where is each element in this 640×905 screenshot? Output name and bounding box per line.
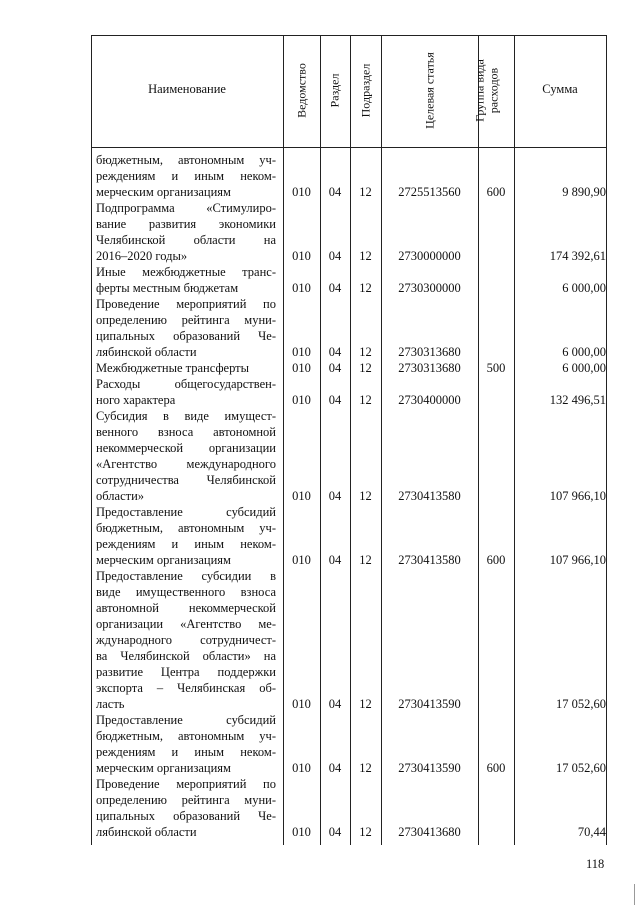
celevaya-cell: 2730413580 [398,489,461,503]
header-vedomstvo: Ведомство [294,63,309,118]
table-border-top [91,35,607,36]
row-name-line: Предоставление субсидий [96,713,276,727]
row-name-line: Субсидия в виде имущест- [96,409,276,423]
vedomstvo-cell: 010 [292,825,311,839]
vedomstvo-cell: 010 [292,393,311,407]
row-name-line: мерческим организациям [96,185,231,199]
summa-cell: 17 052,60 [556,697,606,711]
col-divider [350,35,351,845]
row-name-line: ва Челябинской области» на [96,649,276,663]
podrazdel-cell: 12 [359,281,372,295]
vedomstvo-cell: 010 [292,185,311,199]
celevaya-cell: 2730400000 [398,393,461,407]
row-name-line: сотрудничества Челябинской [96,473,276,487]
row-name-line: лябинской области [96,825,197,839]
celevaya-cell: 2730413590 [398,761,461,775]
razdel-cell: 04 [328,393,342,407]
row-name-line: ципальных образований Че- [96,329,276,343]
summa-cell: 6 000,00 [562,361,606,375]
row-name-line: области» [96,489,145,503]
razdel-cell: 04 [328,345,342,359]
col-divider [283,35,284,845]
row-name-line: ного характера [96,393,176,407]
row-name-line: 2016–2020 годы» [96,249,188,263]
scan-edge-mark [634,884,635,905]
row-name-line: организации «Агентство ме- [96,617,276,631]
row-name-line: Иные межбюджетные транс- [96,265,276,279]
celevaya-cell: 2730300000 [398,281,461,295]
gruppa-cell: 600 [486,553,506,567]
podrazdel-cell: 12 [359,697,372,711]
row-name-line: Проведение мероприятий по [96,297,276,311]
summa-cell: 6 000,00 [562,345,606,359]
row-name-line: определению рейтинга муни- [96,313,276,327]
row-name-line: Подпрограмма «Стимулиро- [96,201,276,215]
podrazdel-cell: 12 [359,489,372,503]
row-name-line: Проведение мероприятий по [96,777,276,791]
header-podrazdel: Подраздел [358,63,373,118]
vedomstvo-cell: 010 [292,553,311,567]
podrazdel-cell: 12 [359,185,372,199]
razdel-cell: 04 [328,825,342,839]
razdel-cell: 04 [328,761,342,775]
vedomstvo-cell: 010 [292,697,311,711]
podrazdel-cell: 12 [359,761,372,775]
col-divider [381,35,382,845]
razdel-cell: 04 [328,697,342,711]
podrazdel-cell: 12 [359,553,372,567]
row-name-line: мерческим организациям [96,761,231,775]
row-name-line: ждународного сотрудничест- [96,633,276,647]
row-name-line: Челябинской области на [96,233,276,247]
razdel-cell: 04 [328,553,342,567]
gruppa-cell: 600 [486,761,506,775]
header-name: Наименование [148,82,226,96]
row-name-line: автономной некоммерческой [96,601,276,615]
row-name-line: экспорта – Челябинская об- [96,681,276,695]
summa-cell: 17 052,60 [556,761,606,775]
razdel-cell: 04 [328,185,342,199]
row-name-line: реждениям и иным неком- [96,745,276,759]
header-separator [91,147,607,148]
vedomstvo-cell: 010 [292,489,311,503]
row-name-line: определению рейтинга муни- [96,793,276,807]
summa-cell: 107 966,10 [549,489,606,503]
row-name-line: «Агентство международного [96,457,276,471]
col-divider [320,35,321,845]
row-name-line: ласть [96,697,125,711]
row-name-line: мерческим организациям [96,553,231,567]
row-name-line: реждениям и иным неком- [96,169,276,183]
celevaya-cell: 2730313680 [398,361,461,375]
row-name-line: лябинской области [96,345,197,359]
vedomstvo-cell: 010 [292,761,311,775]
row-name-line: венного взноса автономной [96,425,276,439]
col-divider [478,35,479,845]
row-name-line: бюджетным, автономным уч- [96,729,276,743]
header-gruppa-line2: расходов [486,67,501,114]
celevaya-cell: 2725513560 [398,185,461,199]
razdel-cell: 04 [328,361,342,375]
header-razdel: Раздел [327,73,342,108]
table-border-left [91,35,92,845]
summa-cell: 6 000,00 [562,281,606,295]
row-name-line: бюджетным, автономным уч- [96,153,276,167]
vedomstvo-cell: 010 [292,361,311,375]
razdel-cell: 04 [328,489,342,503]
podrazdel-cell: 12 [359,825,372,839]
row-name-line: Межбюджетные трансферты [96,361,250,375]
podrazdel-cell: 12 [359,393,372,407]
celevaya-cell: 2730413680 [398,825,461,839]
summa-cell: 9 890,90 [562,185,606,199]
podrazdel-cell: 12 [359,361,372,375]
header-summa: Сумма [542,82,578,96]
celevaya-cell: 2730413580 [398,553,461,567]
podrazdel-cell: 12 [359,249,372,263]
col-divider [514,35,515,845]
header-gruppa-line1: Группа вида [472,59,487,122]
podrazdel-cell: 12 [359,345,372,359]
vedomstvo-cell: 010 [292,281,311,295]
celevaya-cell: 2730413590 [398,697,461,711]
row-name-line: развитие Центра поддержки [96,665,276,679]
vedomstvo-cell: 010 [292,249,311,263]
razdel-cell: 04 [328,249,342,263]
row-name-line: ферты местным бюджетам [96,281,239,295]
razdel-cell: 04 [328,281,342,295]
gruppa-cell: 500 [486,361,506,375]
row-name-line: некоммерческой организации [96,441,276,455]
row-name-line: ципальных образований Че- [96,809,276,823]
summa-cell: 174 392,61 [549,249,606,263]
row-name-line: вание развития экономики [96,217,276,231]
page-number: 118 [586,857,605,871]
row-name-line: Предоставление субсидий [96,505,276,519]
gruppa-cell: 600 [486,185,506,199]
summa-cell: 107 966,10 [549,553,606,567]
row-name-line: виде имущественного взноса [96,585,276,599]
summa-cell: 70,44 [577,825,606,839]
celevaya-cell: 2730313680 [398,345,461,359]
vedomstvo-cell: 010 [292,345,311,359]
row-name-line: Расходы общегосударствен- [96,377,276,391]
row-name-line: бюджетным, автономным уч- [96,521,276,535]
row-name-line: реждениям и иным неком- [96,537,276,551]
table-border-right [606,35,607,845]
celevaya-cell: 2730000000 [398,249,461,263]
row-name-line: Предоставление субсидии в [96,569,276,583]
header-celevaya: Целевая статья [422,52,437,129]
summa-cell: 132 496,51 [549,393,606,407]
